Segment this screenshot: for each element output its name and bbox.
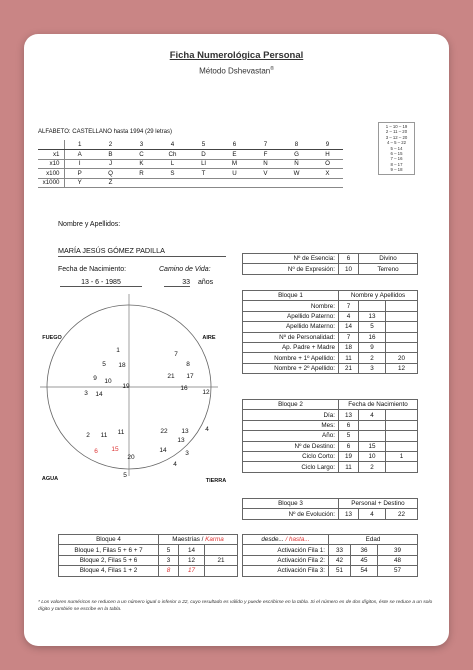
reduction-key-item: 8 – 17 bbox=[390, 161, 403, 167]
alphabet-cell: O bbox=[312, 159, 343, 169]
reduction-key-item: 6 – 15 bbox=[390, 151, 403, 157]
bloque2-cell bbox=[386, 431, 418, 441]
wheel-number: 14 bbox=[95, 391, 103, 398]
alphabet-header-row bbox=[38, 140, 343, 150]
bloque1-cell: 2 bbox=[359, 353, 386, 363]
wheel-number: 22 bbox=[160, 428, 168, 435]
bloque2-label: Nº de Destino: bbox=[243, 441, 339, 451]
wheel-number: 2 bbox=[86, 432, 90, 439]
alphabet-cell: I bbox=[64, 159, 95, 169]
bloque2-row bbox=[243, 420, 418, 430]
bloque1-label: Ap. Padre + Madre bbox=[243, 342, 339, 352]
wheel-number-red: 6 bbox=[94, 448, 98, 455]
maestrias-label: Maestrías / bbox=[172, 536, 204, 544]
bloque1-title: Bloque 1 bbox=[243, 291, 339, 301]
bloque2-cell: 11 bbox=[339, 462, 359, 472]
alphabet-cell: Z bbox=[95, 178, 126, 188]
wheel-number: 10 bbox=[104, 378, 112, 385]
essence-expression-table bbox=[242, 253, 418, 275]
bloque4-label: Bloque 4, Filas 1 + 2 bbox=[59, 566, 159, 576]
alphabet-cell: S bbox=[157, 169, 188, 179]
alphabet-cell: C bbox=[126, 150, 157, 160]
alphabet-row bbox=[38, 178, 343, 188]
activation-cell: 36 bbox=[351, 545, 378, 555]
bloque2-cell: 13 bbox=[339, 410, 359, 420]
alphabet-cell: R bbox=[126, 169, 157, 179]
alphabet-cell: V bbox=[250, 169, 281, 179]
bloque4-cell: 12 bbox=[179, 555, 205, 565]
reduction-key-item: 2 – 11 – 20 bbox=[385, 129, 408, 135]
activation-cell: 54 bbox=[351, 566, 378, 576]
bloque2-title: Bloque 2 bbox=[243, 400, 339, 410]
wheel-number: 20 bbox=[127, 454, 135, 461]
footnote: * Los valores numéricos se reducen a un número igual o inferior a 22, cuyo resultado es válido y puede escribirse en la tabla. Si el número es de dos dígitos, éste se reduce a un solo dígito y también se escribe en la tabla. bbox=[38, 600, 433, 612]
bloque2-cell: 6 bbox=[339, 420, 359, 430]
alphabet-cell: Ch bbox=[157, 150, 188, 160]
bloque1-row bbox=[243, 311, 418, 321]
wheel-number: 7 bbox=[174, 351, 178, 358]
birth-date-value: 13 - 6 - 1985 bbox=[60, 279, 142, 287]
bloque2-row bbox=[243, 451, 418, 461]
bloque1-cell: 7 bbox=[339, 332, 359, 342]
subtitle-text: Método Dshevastan bbox=[199, 66, 271, 76]
alphabet-col-header: 6 bbox=[219, 140, 250, 150]
bloque1-cell bbox=[386, 311, 418, 321]
alphabet-col-header: 3 bbox=[126, 140, 157, 150]
bloque2-cell: 1 bbox=[386, 451, 418, 461]
bloque2-cell: 10 bbox=[359, 451, 386, 461]
bloque2-cell bbox=[386, 441, 418, 451]
bloque2-cell bbox=[359, 420, 386, 430]
activation-row bbox=[243, 545, 418, 555]
wheel-number: 14 bbox=[159, 447, 167, 454]
reduction-key-item: 3 – 12 – 20 bbox=[385, 134, 408, 140]
alphabet-row bbox=[38, 159, 343, 169]
bloque2-cell bbox=[359, 431, 386, 441]
bloque2-cell: 19 bbox=[339, 451, 359, 461]
bloque2-row bbox=[243, 410, 418, 420]
bloque4-cell bbox=[205, 566, 238, 576]
bloque1-cell: 5 bbox=[359, 322, 386, 332]
bloque4-table bbox=[58, 534, 238, 577]
alphabet-cell: U bbox=[219, 169, 250, 179]
activation-cell: 57 bbox=[378, 566, 418, 576]
bloque1-cell: 4 bbox=[339, 311, 359, 321]
wheel-number: 3 bbox=[84, 390, 88, 397]
bloque1-label: Nombre + 1º Apellido: bbox=[243, 353, 339, 363]
bloque4-label: Bloque 2, Filas 5 + 6 bbox=[59, 555, 159, 565]
alphabet-col-header: 9 bbox=[312, 140, 343, 150]
activation-label: Activación Fila 1: bbox=[243, 545, 329, 555]
bloque1-label: Nombre + 2º Apellido: bbox=[243, 363, 339, 373]
elements-wheel bbox=[38, 294, 227, 484]
bloque2-header bbox=[243, 400, 418, 410]
alphabet-label: ALFABETO: CASTELLANO hasta 1994 (29 letras) bbox=[38, 129, 172, 135]
alphabet-cell: Ll bbox=[188, 159, 219, 169]
reduction-key-item: 1 – 10 – 19 bbox=[385, 124, 408, 129]
bloque1-cell: 16 bbox=[359, 332, 386, 342]
activation-cell: 33 bbox=[329, 545, 351, 555]
alphabet-cell: A bbox=[64, 150, 95, 160]
bloque2-label: Día: bbox=[243, 410, 339, 420]
bloque1-cell: 11 bbox=[339, 353, 359, 363]
alphabet-cell: E bbox=[219, 150, 250, 160]
bloque2-label: Ciclo Largo: bbox=[243, 462, 339, 472]
fuego-label: FUEGO bbox=[42, 335, 62, 341]
alphabet-cell: W bbox=[281, 169, 312, 179]
alphabet-cell: L bbox=[157, 159, 188, 169]
registered-mark: ® bbox=[270, 66, 274, 72]
bloque1-subtitle: Nombre y Apellidos bbox=[339, 291, 418, 301]
alphabet-cell: G bbox=[281, 150, 312, 160]
alphabet-cell: Ñ bbox=[281, 159, 312, 169]
alphabet-col-header: 8 bbox=[281, 140, 312, 150]
reduction-key-item: 4 – 5 – 22 bbox=[386, 140, 407, 146]
bloque1-cell: 3 bbox=[359, 363, 386, 373]
essence-value: 6 bbox=[339, 254, 359, 264]
bloque1-row bbox=[243, 322, 418, 332]
bloque3-row bbox=[243, 509, 418, 519]
bloque4-karma-cell: 8 bbox=[159, 566, 179, 576]
bloque4-cell: 3 bbox=[159, 555, 179, 565]
alphabet-row-label: x1000 bbox=[38, 178, 64, 188]
bloque2-row bbox=[243, 431, 418, 441]
expression-extra: Terreno bbox=[359, 264, 418, 274]
bloque2-cell: 15 bbox=[359, 441, 386, 451]
bloque4-header bbox=[59, 535, 238, 545]
bloque1-label: Nº de Personalidad: bbox=[243, 332, 339, 342]
alphabet-cell bbox=[157, 178, 188, 188]
bloque1-row bbox=[243, 342, 418, 352]
aire-label: AIRE bbox=[202, 335, 216, 341]
bloque2-subtitle: Fecha de Nacimiento bbox=[339, 400, 418, 410]
alphabet-row-label: x1 bbox=[38, 150, 64, 160]
alphabet-cell bbox=[188, 178, 219, 188]
name-label: Nombre y Apellidos: bbox=[58, 221, 121, 228]
wheel-number: 5 bbox=[102, 361, 106, 368]
expression-label: Nº de Expresión: bbox=[243, 264, 339, 274]
activation-row bbox=[243, 555, 418, 565]
karma-label: Karma bbox=[205, 536, 224, 544]
bloque1-row bbox=[243, 301, 418, 311]
bloque4-cell: 21 bbox=[205, 555, 238, 565]
wheel-number: 18 bbox=[118, 362, 126, 369]
alphabet-cell bbox=[250, 178, 281, 188]
alphabet-table bbox=[38, 140, 343, 188]
life-path-label: Camino de Vida: bbox=[159, 266, 211, 273]
bloque3-cell: 13 bbox=[339, 509, 359, 519]
bloque1-cell: 12 bbox=[386, 363, 418, 373]
wheel-number: 12 bbox=[202, 389, 210, 396]
alphabet-row bbox=[38, 150, 343, 160]
bloque4-row bbox=[59, 545, 238, 555]
bloque3-title: Bloque 3 bbox=[243, 499, 339, 509]
essence-row bbox=[243, 254, 418, 264]
wheel-number: 13 bbox=[177, 437, 185, 444]
bloque2-label: Ciclo Corto: bbox=[243, 451, 339, 461]
alphabet-cell: H bbox=[312, 150, 343, 160]
bloque4-karma-cell: 17 bbox=[179, 566, 205, 576]
bloque2-cell: 5 bbox=[339, 431, 359, 441]
wheel-number: 21 bbox=[167, 373, 175, 380]
wheel-number: 1 bbox=[116, 347, 120, 354]
alphabet-cell: M bbox=[219, 159, 250, 169]
bloque4-cell: 5 bbox=[159, 545, 179, 555]
alphabet-cell bbox=[126, 178, 157, 188]
alphabet-corner bbox=[38, 140, 64, 150]
hasta-label: / hasta... bbox=[285, 536, 310, 544]
edad-header: Edad bbox=[329, 535, 418, 545]
reduction-key-item: 7 – 16 bbox=[390, 156, 403, 162]
bloque4-title: Bloque 4 bbox=[59, 535, 159, 545]
life-path-value: 33 bbox=[164, 279, 190, 287]
alphabet-cell: Y bbox=[64, 178, 95, 188]
wheel-number: 16 bbox=[180, 385, 188, 392]
wheel-number: 3 bbox=[185, 450, 189, 457]
wheel-number: 19 bbox=[122, 383, 130, 390]
alphabet-cell: P bbox=[64, 169, 95, 179]
wheel-number: 11 bbox=[100, 432, 108, 439]
bloque3-header bbox=[243, 499, 418, 509]
alphabet-row-label: x100 bbox=[38, 169, 64, 179]
bloque1-label: Nombre: bbox=[243, 301, 339, 311]
bloque1-cell: 9 bbox=[359, 342, 386, 352]
bloque1-cell bbox=[386, 342, 418, 352]
essence-label: Nº de Esencia: bbox=[243, 254, 339, 264]
essence-extra: Divino bbox=[359, 254, 418, 264]
bloque1-cell: 21 bbox=[339, 363, 359, 373]
alphabet-col-header: 4 bbox=[157, 140, 188, 150]
sheet-subtitle bbox=[24, 66, 449, 76]
bloque1-row bbox=[243, 363, 418, 373]
bloque1-cell bbox=[359, 301, 386, 311]
bloque4-row bbox=[59, 555, 238, 565]
wheel-number: 8 bbox=[186, 361, 190, 368]
bloque4-row bbox=[59, 566, 238, 576]
alphabet-row bbox=[38, 169, 343, 179]
full-name-value: MARÍA JESÚS GÓMEZ PADILLA bbox=[58, 246, 226, 257]
activation-label: Activación Fila 2: bbox=[243, 555, 329, 565]
tierra-label: TIERRA bbox=[205, 478, 227, 484]
bloque3-table bbox=[242, 498, 418, 520]
bloque1-cell: 20 bbox=[386, 353, 418, 363]
bloque1-row bbox=[243, 332, 418, 342]
alphabet-cell: X bbox=[312, 169, 343, 179]
bloque2-label: Mes: bbox=[243, 420, 339, 430]
wheel-number-red: 15 bbox=[111, 446, 119, 453]
activation-cell: 51 bbox=[329, 566, 351, 576]
activation-cell: 39 bbox=[378, 545, 418, 555]
bloque1-cell bbox=[386, 332, 418, 342]
reduction-key-box bbox=[378, 122, 415, 175]
wheel-number: 5 bbox=[123, 472, 127, 479]
bloque1-cell: 18 bbox=[339, 342, 359, 352]
bloque4-maestrias-header bbox=[159, 535, 238, 545]
bloque1-label: Apellido Paterno: bbox=[243, 311, 339, 321]
bloque1-label: Apellido Materno: bbox=[243, 322, 339, 332]
bloque4-label: Bloque 1, Filas 5 + 6 + 7 bbox=[59, 545, 159, 555]
activation-range-header bbox=[243, 535, 329, 545]
activation-table bbox=[242, 534, 418, 577]
bloque3-label: Nº de Evolución: bbox=[243, 509, 339, 519]
wheel-number: 9 bbox=[93, 375, 97, 382]
expression-value: 10 bbox=[339, 264, 359, 274]
alphabet-cell: T bbox=[188, 169, 219, 179]
bloque2-row bbox=[243, 462, 418, 472]
bloque2-table bbox=[242, 399, 418, 473]
alphabet-cell bbox=[312, 178, 343, 188]
bloque1-cell: 13 bbox=[359, 311, 386, 321]
sheet-title: Ficha Numerológica Personal bbox=[169, 50, 304, 61]
alphabet-cell: D bbox=[188, 150, 219, 160]
bloque3-cell: 22 bbox=[386, 509, 418, 519]
alphabet-cell bbox=[281, 178, 312, 188]
expression-row bbox=[243, 264, 418, 274]
alphabet-col-header: 2 bbox=[95, 140, 126, 150]
bloque2-row bbox=[243, 441, 418, 451]
years-label: años bbox=[198, 279, 214, 286]
birth-date-label: Fecha de Nacimiento: bbox=[58, 266, 127, 273]
reduction-key-item: 5 – 14 bbox=[390, 145, 403, 151]
activation-header bbox=[243, 535, 418, 545]
bloque3-cell: 4 bbox=[359, 509, 386, 519]
activation-cell: 48 bbox=[378, 555, 418, 565]
alphabet-cell: Q bbox=[95, 169, 126, 179]
alphabet-col-header: 7 bbox=[250, 140, 281, 150]
bloque1-cell bbox=[386, 322, 418, 332]
bloque2-cell bbox=[386, 410, 418, 420]
alphabet-col-header: 1 bbox=[64, 140, 95, 150]
desde-label: desde... bbox=[261, 536, 284, 544]
wheel-number: 4 bbox=[205, 426, 209, 433]
wheel-number: 11 bbox=[117, 429, 125, 436]
activation-label: Activación Fila 3: bbox=[243, 566, 329, 576]
alphabet-cell: F bbox=[250, 150, 281, 160]
bloque2-cell: 2 bbox=[359, 462, 386, 472]
bloque1-row bbox=[243, 353, 418, 363]
bloque2-cell: 6 bbox=[339, 441, 359, 451]
bloque1-table bbox=[242, 290, 418, 374]
reduction-key-item: 9 – 18 bbox=[390, 167, 403, 173]
bloque4-cell bbox=[205, 545, 238, 555]
alphabet-row-label: x10 bbox=[38, 159, 64, 169]
alphabet-cell: B bbox=[95, 150, 126, 160]
bloque2-cell bbox=[386, 462, 418, 472]
bloque2-label: Año: bbox=[243, 431, 339, 441]
bloque4-cell: 14 bbox=[179, 545, 205, 555]
alphabet-cell bbox=[219, 178, 250, 188]
bloque2-cell: 4 bbox=[359, 410, 386, 420]
wheel-number: 13 bbox=[181, 428, 189, 435]
bloque2-cell bbox=[386, 420, 418, 430]
activation-cell: 45 bbox=[351, 555, 378, 565]
agua-label: AGUA bbox=[41, 476, 59, 482]
alphabet-col-header: 5 bbox=[188, 140, 219, 150]
bloque1-cell bbox=[386, 301, 418, 311]
bloque1-cell: 14 bbox=[339, 322, 359, 332]
alphabet-cell: N bbox=[250, 159, 281, 169]
bloque1-cell: 7 bbox=[339, 301, 359, 311]
activation-cell: 42 bbox=[329, 555, 351, 565]
alphabet-cell: K bbox=[126, 159, 157, 169]
activation-row bbox=[243, 566, 418, 576]
wheel-number: 4 bbox=[173, 461, 177, 468]
alphabet-cell: J bbox=[95, 159, 126, 169]
bloque1-header bbox=[243, 291, 418, 301]
bloque3-subtitle: Personal + Destino bbox=[339, 499, 418, 509]
wheel-number: 17 bbox=[186, 373, 194, 380]
